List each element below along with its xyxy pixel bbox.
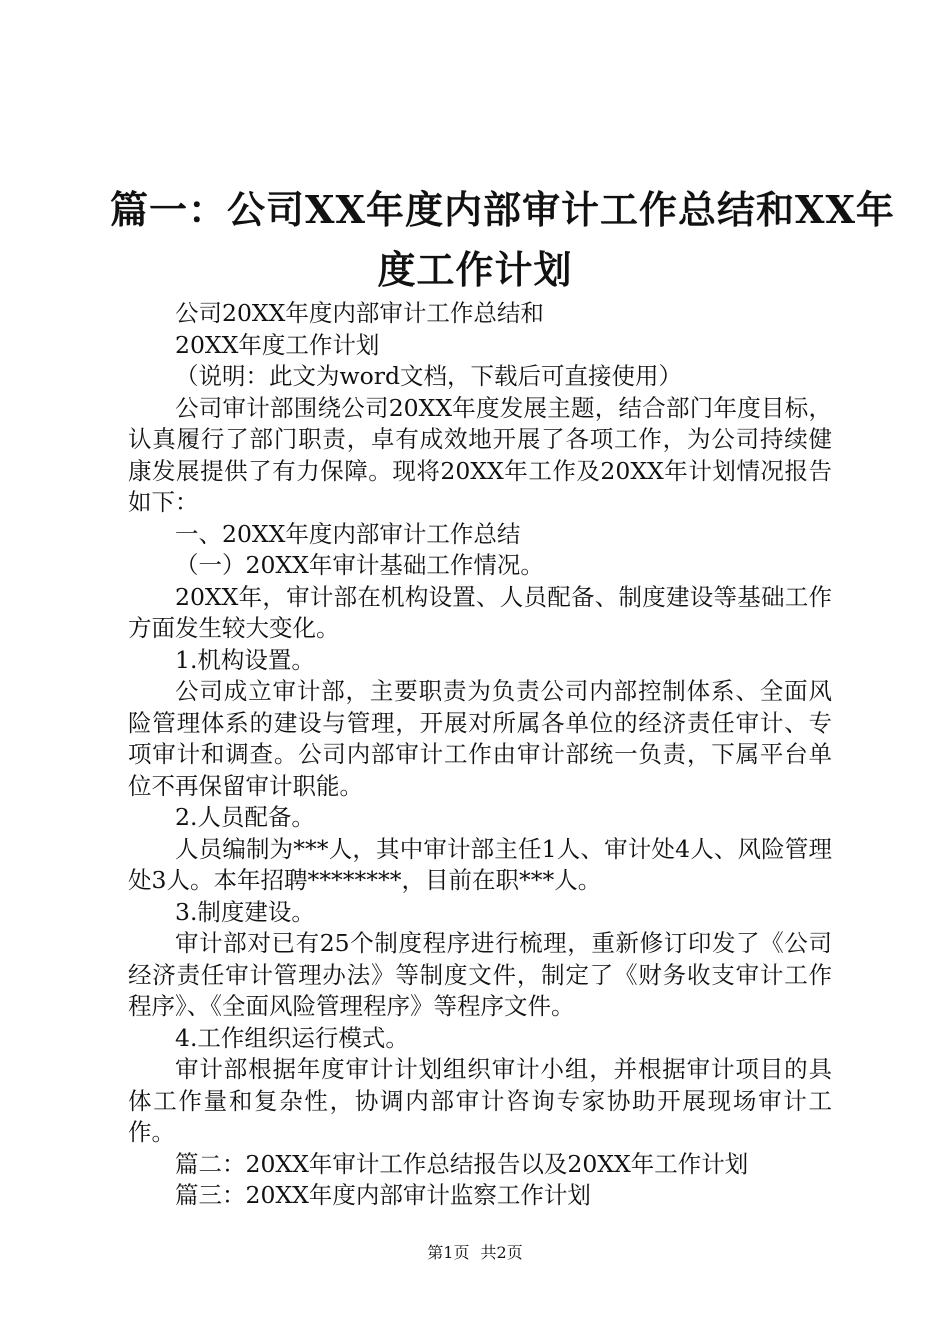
page-footer: [0, 1243, 950, 1263]
paragraph: 公司成立审计部，主要职责为负责公司内部控制体系、全面风险管理体系的建设与管理，开展对所属各单位的经济责任审计、专项审计和调查。公司内部审计工作由审计部统一负责，下属平台单位不再保留审计职能。: [128, 677, 832, 800]
item-heading: 3.制度建设。: [175, 897, 315, 926]
paragraph: （说明：此文为word文档，下载后可直接使用）: [175, 362, 683, 390]
subsection-heading: （一）20XX年审计基础工作情况。: [175, 551, 544, 579]
item-heading: 1.机构设置。: [175, 645, 315, 674]
paragraph: 公司20XX年度内部审计工作总结和: [175, 299, 544, 327]
related-link-text: 篇二：20XX年审计工作总结报告以及20XX年工作计划: [175, 1149, 749, 1178]
paragraph: 公司审计部围绕公司20XX年度发展主题，结合部门年度目标，认真履行了部门职责，卓有成效地开展了各项工作，为公司持续健康发展提供了有力保障。现将20XX年工作及20XX年计划情况报告如下：: [128, 393, 832, 516]
document-title-line-1: 篇一：公司XX年度内部审计工作总结和XX年: [110, 187, 895, 232]
document-body: [128, 298, 832, 1212]
section-heading: 一、20XX年度内部审计工作总结: [175, 519, 521, 548]
paragraph: 20XX年，审计部在机构设置、人员配备、制度建设等基础工作方面发生较大变化。: [128, 582, 832, 642]
paragraph: 审计部对已有25个制度程序进行梳理，重新修订印发了《公司经济责任审计管理办法》等制度文件，制定了《财务收支审计工作程序》、《全面风险管理程序》等程序文件。: [128, 929, 832, 1020]
paragraph: 审计部根据年度审计计划组织审计小组，并根据审计项目的具体工作量和复杂性，协调内部审计咨询专家协助开展现场审计工作。: [128, 1055, 832, 1146]
paragraph: 人员编制为***人，其中审计部主任1人、审计处4人、风险管理处3人。本年招聘********，目前在职***人。: [128, 834, 832, 894]
page-number-total: 共2页: [480, 1243, 523, 1262]
item-heading: 2.人员配备。: [175, 803, 315, 831]
item-heading: 4.工作组织运行模式。: [175, 1023, 409, 1052]
paragraph: 20XX年度工作计划: [175, 330, 380, 359]
page-number-current: 第1页: [427, 1243, 470, 1262]
document-title-line-2: 度工作计划: [377, 247, 573, 292]
related-link-text: 篇三：20XX年度内部审计监察工作计划: [175, 1181, 591, 1209]
